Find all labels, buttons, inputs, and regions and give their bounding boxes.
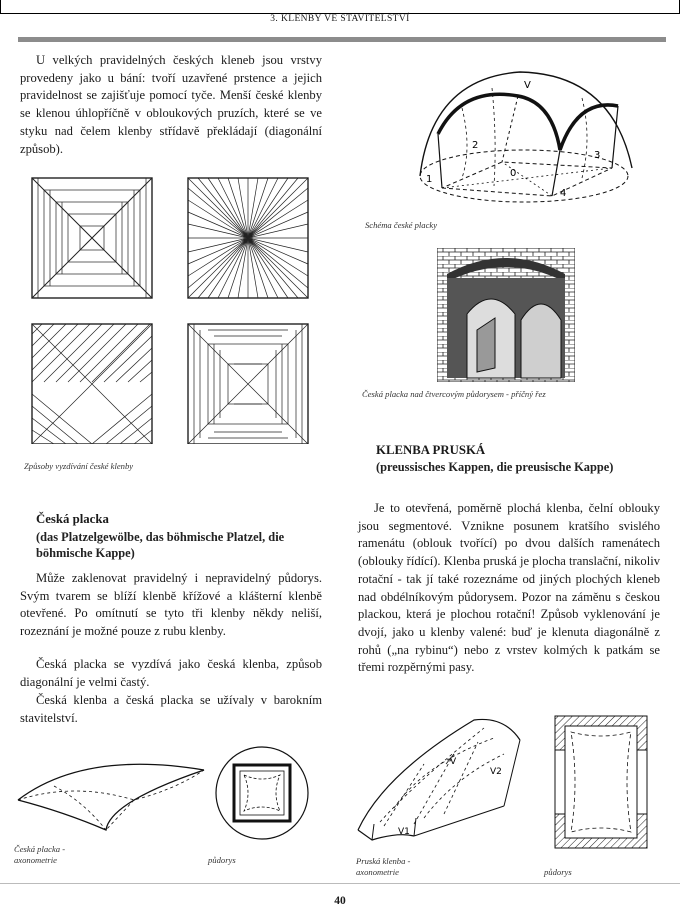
pruska-axo-caption-1: Pruská klenba - — [356, 856, 411, 866]
patterns-caption: Způsoby vyzdívání české klenby — [24, 461, 134, 471]
pruska-label-v1: V1 — [398, 827, 410, 837]
brick-section-figure — [437, 248, 575, 382]
page-number: 40 — [334, 895, 346, 907]
schema-label-0: 0 — [510, 168, 517, 179]
placka-plan-figure — [214, 745, 310, 841]
ceska-paragraph-3: Česká klenba a česká placka se užívaly v barokním stavitelství. — [20, 693, 322, 725]
placka-axonometry-figure — [14, 742, 214, 842]
intro-paragraph: U velkých pravidelných českých kleneb jsou vrstvy provedeny jako u bání: tvoří uzavřené prstence a jejich pravidelnost se zajišťuje pomocí tyče. Menší české klenby se klenou úhlopříčně v obloukových pruzích, které se ve styku nad čelem klenby střídavě překládají (diagonální způsob). — [20, 53, 322, 156]
schema-label-4: 4 — [560, 188, 567, 199]
pruska-axo-caption-2: axonometrie — [356, 867, 399, 877]
ceska-paragraph-1: Může zaklenovat pravidelný i nepravidelný půdorys. Svým tvarem se blíží klenbě křížové a klášterní klenbě otevřené. Po omítnutí se tyto tři klenby někdy neliší, rozeznání je možné pouze z rubu klenby. — [20, 571, 322, 639]
schema-caption: Schéma české placky — [365, 220, 438, 230]
window-frame — [0, 0, 680, 14]
pruska-plan-caption: půdorys — [544, 867, 572, 877]
placka-plan-caption: půdorys — [208, 855, 236, 865]
ceska-placka-subtitle: (das Platzelgewölbe, das böhmische Platzel, die böhmische Kappe) — [36, 530, 285, 560]
placka-axo-caption-1: Česká placka - — [14, 844, 66, 854]
chapter-header: 3. KLENBY VE STAVITELSTVÍ — [270, 14, 410, 24]
pruska-subtitle: (preussisches Kappen, die preusische Kappe) — [376, 460, 614, 474]
schema-label-1: 1 — [426, 174, 433, 185]
ceska-paragraph-2: Česká placka se vyzdívá jako česká klenba, způsob diagonální je velmi častý. — [20, 657, 322, 689]
ceska-placka-schema-figure — [402, 58, 642, 216]
schema-label-3: 3 — [594, 150, 601, 161]
brick-patterns-figure — [30, 176, 330, 444]
pruska-axonometry-figure — [354, 714, 524, 844]
pruska-plan-figure — [553, 714, 649, 850]
pruska-label-v2: V2 — [490, 767, 502, 777]
schema-label-v: V — [524, 80, 531, 91]
pruska-title: KLENBA PRUSKÁ — [376, 443, 486, 457]
schema-label-2: 2 — [472, 140, 479, 151]
section-caption: Česká placka nad čtvercovým půdorysem - příčný řez — [362, 389, 546, 399]
placka-axo-caption-2: axonometrie — [14, 855, 57, 865]
pruska-paragraph: Je to otevřená, poměrně plochá klenba, čelní oblouky jsou segmentové. Vznikne posunem kratšího svislého ramenátu (oblouk tvořící) po dvou dalších ramenátech (oblouky řídící). Klenba pruská je plocha translační, nikoliv rotační - tak jí také rozeznáme od jiných plochých kleneb nad obdélníkovým půdorysem. Pozor na záměnu s českou plackou, která je plochou rotační! Způsob vyklenování je dvojí, jako u klenby valené: buď je klenuta diagonálně z rohů („na rybinu“) nebo z vrstev kolmých k patkám se třemi rozpěrnými pasy. — [358, 501, 660, 675]
header-rule — [18, 37, 666, 42]
pruska-label-v: V — [450, 757, 457, 767]
bottom-rule — [0, 883, 680, 884]
ceska-placka-title: Česká placka — [36, 512, 109, 526]
